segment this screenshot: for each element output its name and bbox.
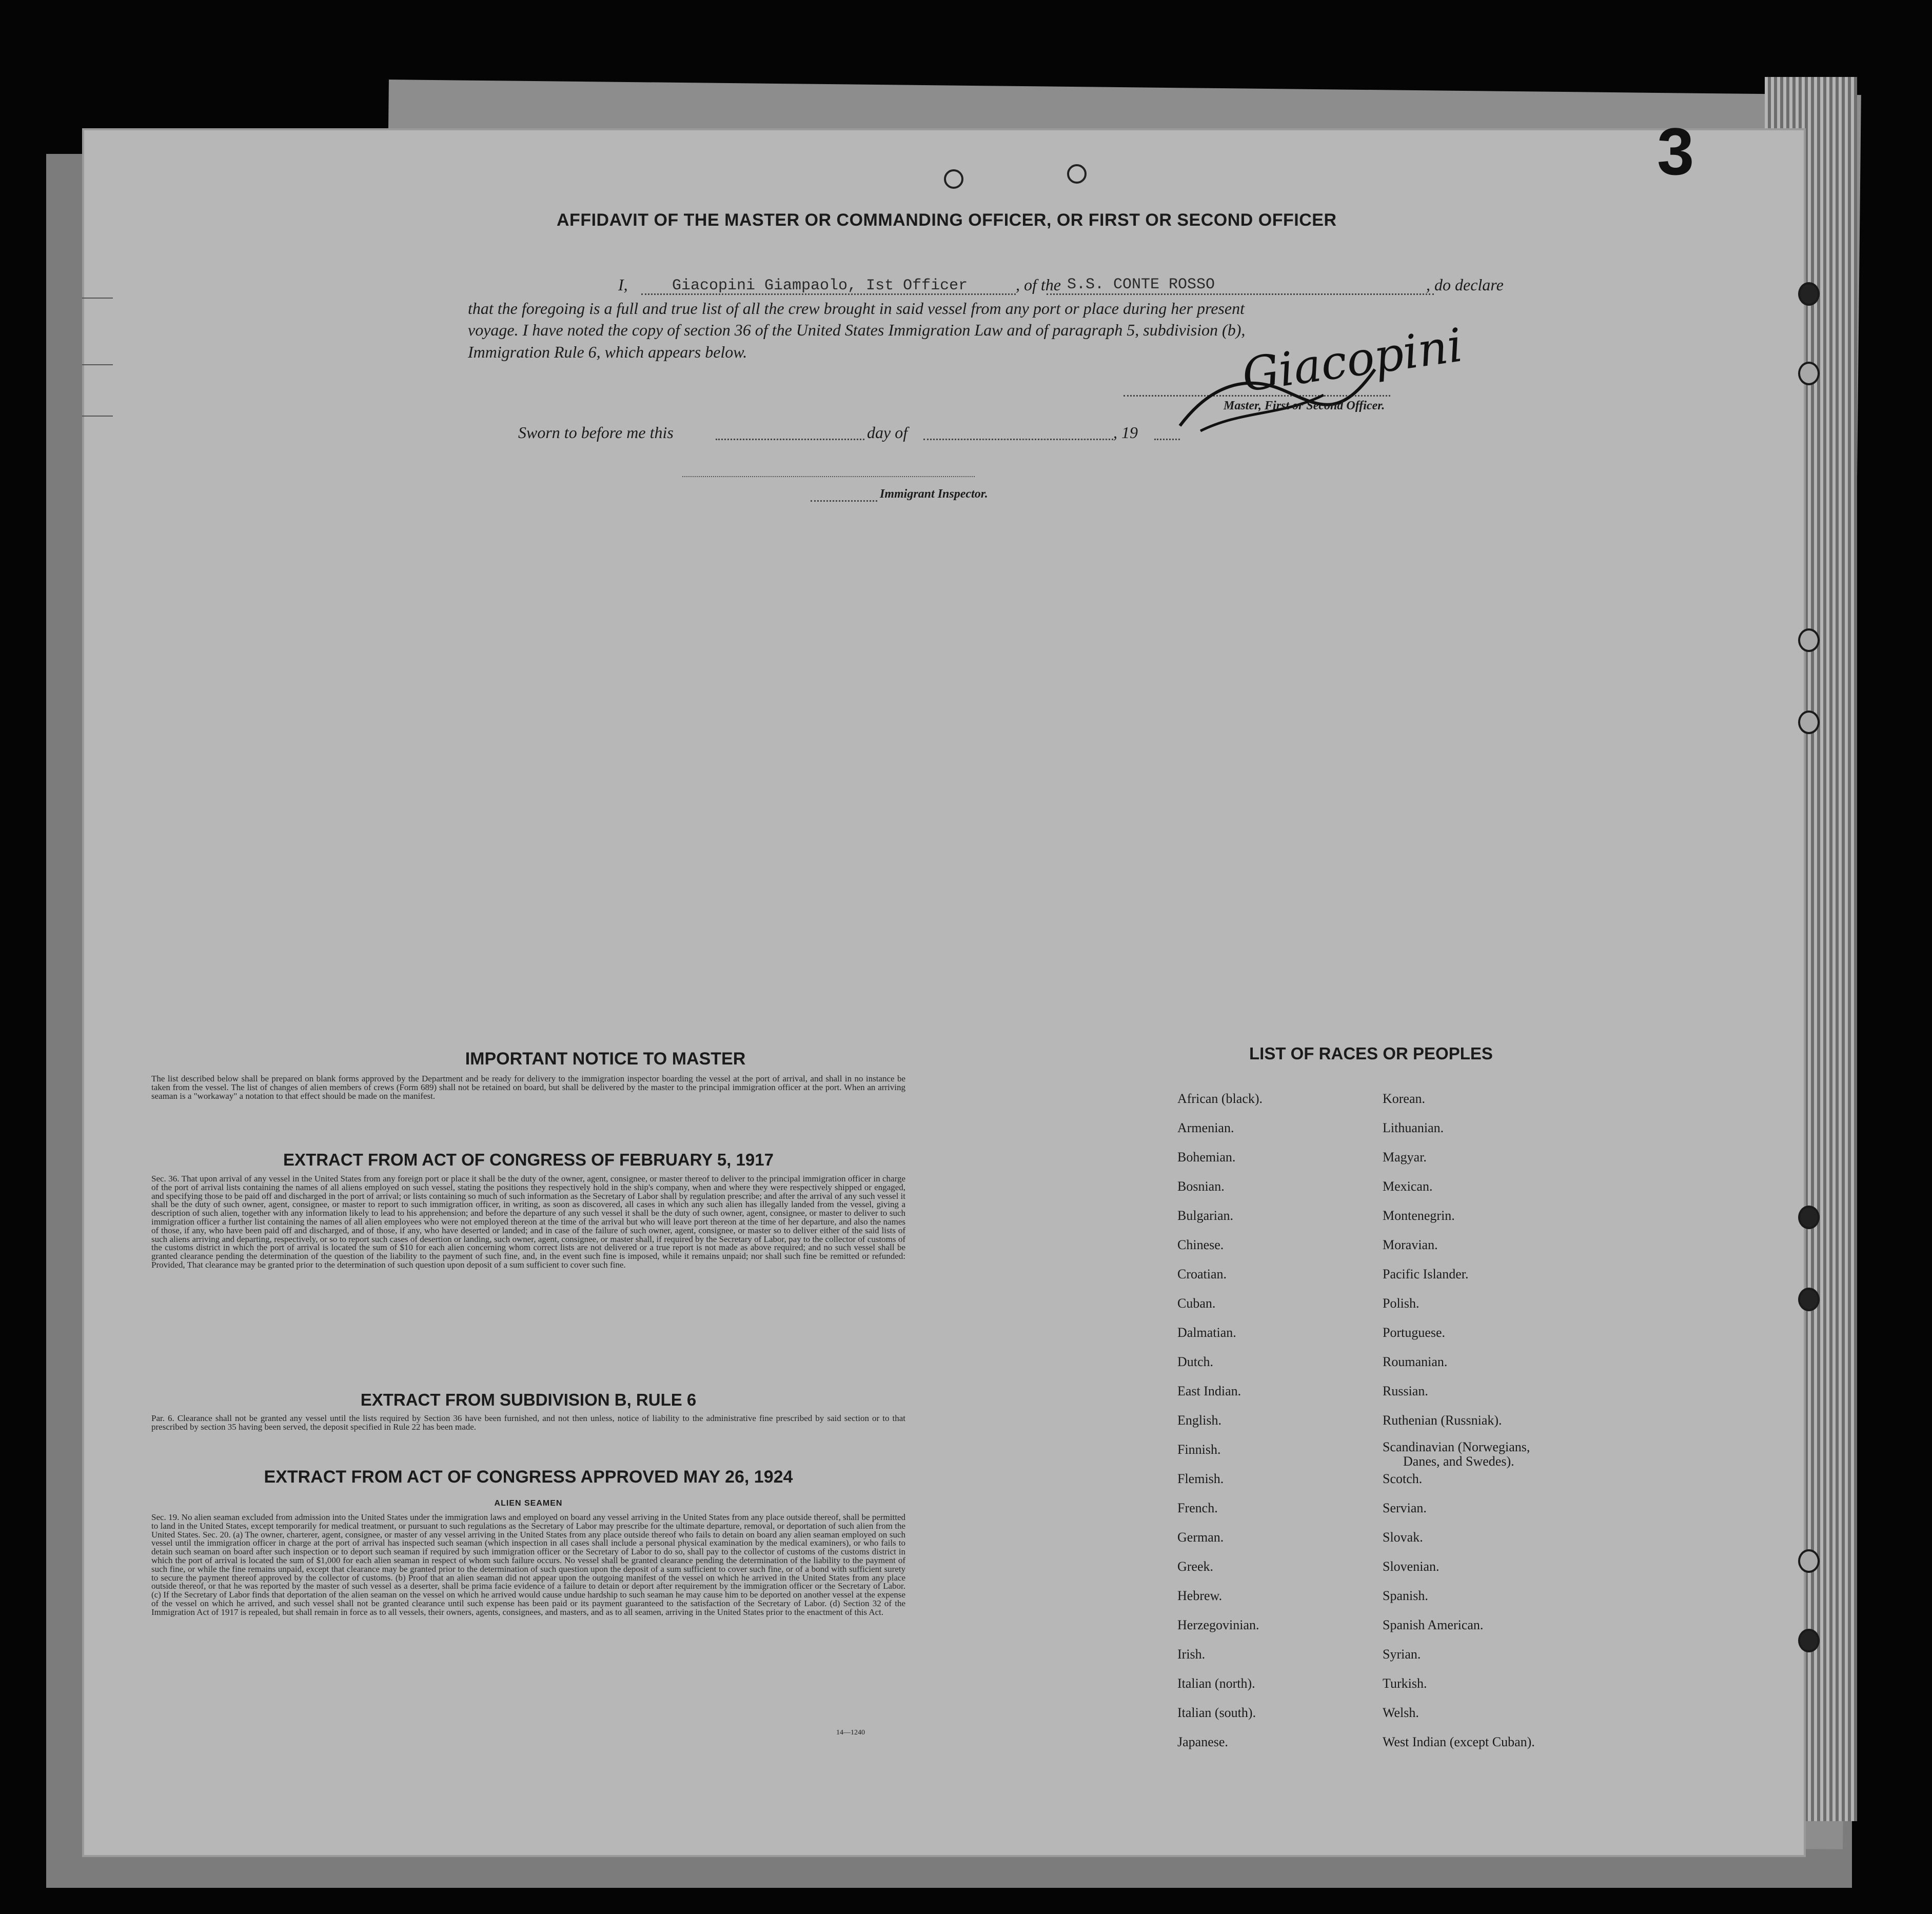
subdivision-b-title: EXTRACT FROM SUBDIVISION B, RULE 6 — [360, 1390, 697, 1409]
binder-hole — [1798, 628, 1820, 652]
punch-hole — [944, 169, 963, 189]
corner-page-mark: 3 — [1657, 114, 1694, 189]
race-item: African (black). — [1177, 1091, 1263, 1106]
form-number: 14—1240 — [836, 1729, 865, 1737]
race-item: Bosnian. — [1177, 1179, 1225, 1194]
vessel-name-line — [1047, 293, 1434, 295]
race-item: Dutch. — [1177, 1354, 1214, 1369]
ruled-line — [82, 298, 113, 299]
race-item: Croatian. — [1177, 1267, 1227, 1281]
race-item: Dalmatian. — [1177, 1325, 1236, 1340]
race-item: Hebrew. — [1177, 1588, 1223, 1603]
extract-1917-title: EXTRACT FROM ACT OF CONGRESS OF FEBRUARY 5, 1917 — [283, 1150, 774, 1169]
race-item: Bohemian. — [1177, 1150, 1236, 1165]
extract-1924-title: EXTRACT FROM ACT OF CONGRESS APPROVED MAY 26, 1924 — [264, 1467, 793, 1487]
race-item: Bulgarian. — [1177, 1208, 1234, 1223]
race-item: Syrian. — [1383, 1647, 1421, 1662]
race-item: Scandinavian (Norwegians, — [1383, 1439, 1530, 1454]
race-item: Slovak. — [1383, 1530, 1423, 1545]
race-item: Italian (north). — [1177, 1676, 1255, 1691]
punch-hole — [1067, 164, 1087, 184]
race-item: Slovenian. — [1383, 1559, 1440, 1574]
race-item: Roumanian. — [1383, 1354, 1448, 1369]
notice-body: The list described below shall be prepared on blank forms approved by the Department and be ready for delivery to the immigration inspector boarding the vessel at the port of arrival, and shall in no instance be taken from the vessel. The list of changes of alien members of crews (Form 689) shall not be retained on board, but shall be delivered by the master to the principal immigration officer at the port. When an arriving seaman is a "workaway" a notation to that effect should be made on the manifest. — [151, 1074, 905, 1101]
inspector-caption: Immigrant Inspector. — [880, 487, 988, 501]
officer-signature: Giacopini — [1238, 318, 1466, 403]
officer-name: Giacopini Giampaolo, Ist Officer — [672, 277, 968, 294]
binder-hole — [1798, 282, 1820, 306]
race-item: Spanish American. — [1383, 1617, 1484, 1632]
race-item: Spanish. — [1383, 1588, 1428, 1603]
race-item: Japanese. — [1177, 1734, 1228, 1749]
race-item: Italian (south). — [1177, 1705, 1256, 1720]
ruled-line — [82, 364, 113, 365]
binder-hole — [1798, 362, 1820, 385]
sworn-label: Sworn to before me this — [518, 423, 674, 442]
race-item: Cuban. — [1177, 1296, 1216, 1311]
signature-caption: Master, First or Second Officer. — [1224, 399, 1385, 412]
affidavit-line-3: voyage. I have noted the copy of section 36 of the United States Immigration Law and of paragraph 5, subdivision (b), — [468, 321, 1246, 339]
race-item: East Indian. — [1177, 1384, 1241, 1398]
extract-1917-body: Sec. 36. That upon arrival of any vessel in the United States from any foreign port or place it shall be the duty of the owner, agent, consignee, or master thereof to deliver to the principal immigration officer in charge of the port of arrival lists containing the names of all aliens employed on such vessel, stating the positions they respectively hold in the ship's company, when and where they were respectively shipped or engaged, and specifying those to be paid off and discharged in the port of arrival; or lists containing so much of such information as the Secretary of Labor shall by regulation prescribe; and after the arrival of any such vessel it shall be the duty of such owner, agent, consignee, or master to report to such immigration officer, in writing, as soon as discovered, all cases in which any such alien has illegally landed from the vessel, giving a description of such alien, together with any information likely to lead to his apprehension; and before the departure of any such vessel it shall be the duty of such owner, agent, consignee, or master to deliver to such immigration officer a further list containing the names of all alien employees who were not employed thereon at the time of the arrival but who will leave port thereon at the time of her departure, and also the names of those, if any, who have been paid off and discharged, and of those, if any, who have deserted or landed; and in case of the failure of such owner, agent, consignee, or master so to deliver either of the said lists of such aliens arriving and departing, respectively, or so to report such cases of desertion or landing, such owner, agent, consignee, or master shall, if required by the Secretary of Labor, pay to the collector of customs of the customs district in which the port of arrival is located the sum of $10 for each alien concerning whom correct lists are not delivered or a true report is not made as above required; and no such vessel shall be granted clearance pending the determination of the question of the liability to the payment of such fine, and, in the event such fine is imposed, while it remains unpaid; nor shall such fine be remitted or refunded: Provided, That clearance may be granted prior to the determination of such question upon deposit of a sum sufficient to cover such fine. — [151, 1174, 905, 1270]
inspector-prefix-line — [811, 500, 877, 502]
sworn-day-line — [716, 439, 864, 440]
year-label: , 19 — [1113, 423, 1138, 442]
ruled-line — [82, 416, 113, 417]
race-item: Armenian. — [1177, 1120, 1234, 1135]
race-item: Russian. — [1383, 1384, 1428, 1398]
binder-hole — [1798, 1288, 1820, 1311]
race-item: Portuguese. — [1383, 1325, 1446, 1340]
race-item: Korean. — [1383, 1091, 1426, 1106]
races-title: LIST OF RACES OR PEOPLES — [1249, 1044, 1493, 1063]
binder-hole — [1798, 1206, 1820, 1229]
race-item: Ruthenian (Russniak). — [1383, 1413, 1502, 1428]
race-item: Danes, and Swedes). — [1403, 1454, 1514, 1469]
affidavit-line-2: that the foregoing is a full and true list of all the crew brought in said vessel from any port or place during her present — [468, 299, 1245, 318]
race-item: Montenegrin. — [1383, 1208, 1455, 1223]
affidavit-i: I, — [618, 275, 628, 294]
alien-seamen-subtitle: ALIEN SEAMEN — [494, 1499, 563, 1508]
of-the-label: , of the — [1016, 275, 1061, 294]
race-item: Servian. — [1383, 1501, 1427, 1515]
subdivision-b-body: Par. 6. Clearance shall not be granted any vessel until the lists required by Section 36 have been furnished, and not then unless, notice of liability to the administrative fine prescribed by said section or to that prescribed by section 35 having been served, the deposit specified in Rule 22 has been made. — [151, 1413, 905, 1432]
race-item: English. — [1177, 1413, 1221, 1428]
inspector-signature-line — [682, 476, 975, 477]
race-item: Polish. — [1383, 1296, 1420, 1311]
affidavit-title: AFFIDAVIT OF THE MASTER OR COMMANDING OFFICER, OR FIRST OR SECOND OFFICER — [557, 210, 1337, 230]
notice-title: IMPORTANT NOTICE TO MASTER — [465, 1049, 746, 1069]
race-item: Welsh. — [1383, 1705, 1419, 1720]
race-item: Lithuanian. — [1383, 1120, 1444, 1135]
race-item: Moravian. — [1383, 1237, 1438, 1252]
binder-hole — [1798, 1549, 1820, 1573]
race-item: Pacific Islander. — [1383, 1267, 1469, 1281]
race-item: French. — [1177, 1501, 1218, 1515]
race-item: Herzegovinian. — [1177, 1617, 1259, 1632]
race-item: West Indian (except Cuban). — [1383, 1734, 1535, 1749]
month-line — [923, 439, 1113, 440]
race-item: Finnish. — [1177, 1442, 1221, 1457]
race-item: Chinese. — [1177, 1237, 1224, 1252]
document-page — [82, 114, 1806, 1857]
binder-hole — [1798, 711, 1820, 734]
year-line — [1154, 439, 1180, 440]
race-item: Greek. — [1177, 1559, 1214, 1574]
race-item: Magyar. — [1383, 1150, 1427, 1165]
affidavit-line-4: Immigration Rule 6, which appears below. — [468, 343, 747, 361]
do-declare-label: , do declare — [1426, 275, 1504, 294]
race-item: Mexican. — [1383, 1179, 1433, 1194]
day-of-label: day of — [867, 423, 908, 442]
race-item: Irish. — [1177, 1647, 1206, 1662]
race-item: German. — [1177, 1530, 1224, 1545]
race-item: Scotch. — [1383, 1471, 1423, 1486]
binder-hole — [1798, 1629, 1820, 1652]
extract-1924-body: Sec. 19. No alien seaman excluded from admission into the United States under the immigration laws and employed on board any vessel arriving in the United States from any place outside thereof, shall be permitted to land in the United States, except temporarily for medical treatment, or pursuant to such regulations as the Secretary of Labor may prescribe for the ultimate departure, removal, or deportation of such alien from the United States. Sec. 20. (a) The owner, charterer, agent, consignee, or master of any vessel arriving in the United States from any place outside thereof who fails to detain on board any alien seaman employed on such vessel until the immigration officer in charge at the port of arrival has inspected such seaman (which inspection in all cases shall include a personal physical examination by the medical examiners), or who fails to detain such seaman on board after such inspection or to deport such seaman if required by such immigration officer or the Secretary of Labor to do so, shall pay to the collector of customs of the customs district in which the port of arrival is located the sum of $1,000 for each alien seaman in respect of whom such failure occurs. No vessel shall be granted clearance pending the determination of the liability to the payment of such fine, or while the fine remains unpaid, except that clearance may be granted prior to the determination of such question upon the deposit of a sum sufficient to cover such fine, or of a bond with sufficient surety to secure the payment thereof approved by the collector of customs. (b) Proof that an alien seaman did not appear upon the outgoing manifest of the vessel on which he arrived in the United States from any place outside thereof, or that he was reported by the master of such vessel as a deserter, shall be prima facie evidence of a failure to detain or deport after requirement by the immigration officer or the Secretary of Labor. (c) If the Secretary of Labor finds that deportation of the alien seaman on the vessel on which he arrived would cause undue hardship to such seaman he may cause him to be deported on another vessel at the expense of the vessel on which he arrived, and such vessel shall not be granted clearance until such expense has been paid or its payment guaranteed to the satisfaction of the Secretary of Labor. (d) Section 32 of the Immigration Act of 1917 is repealed, but shall remain in force as to all vessels, their owners, agents, consignees, and masters, and as to all seamen, arriving in the United States prior to the enactment of this Act. — [151, 1512, 905, 1617]
race-item: Flemish. — [1177, 1471, 1224, 1486]
race-item: Turkish. — [1383, 1676, 1427, 1691]
vessel-name: S.S. CONTE ROSSO — [1067, 276, 1215, 293]
